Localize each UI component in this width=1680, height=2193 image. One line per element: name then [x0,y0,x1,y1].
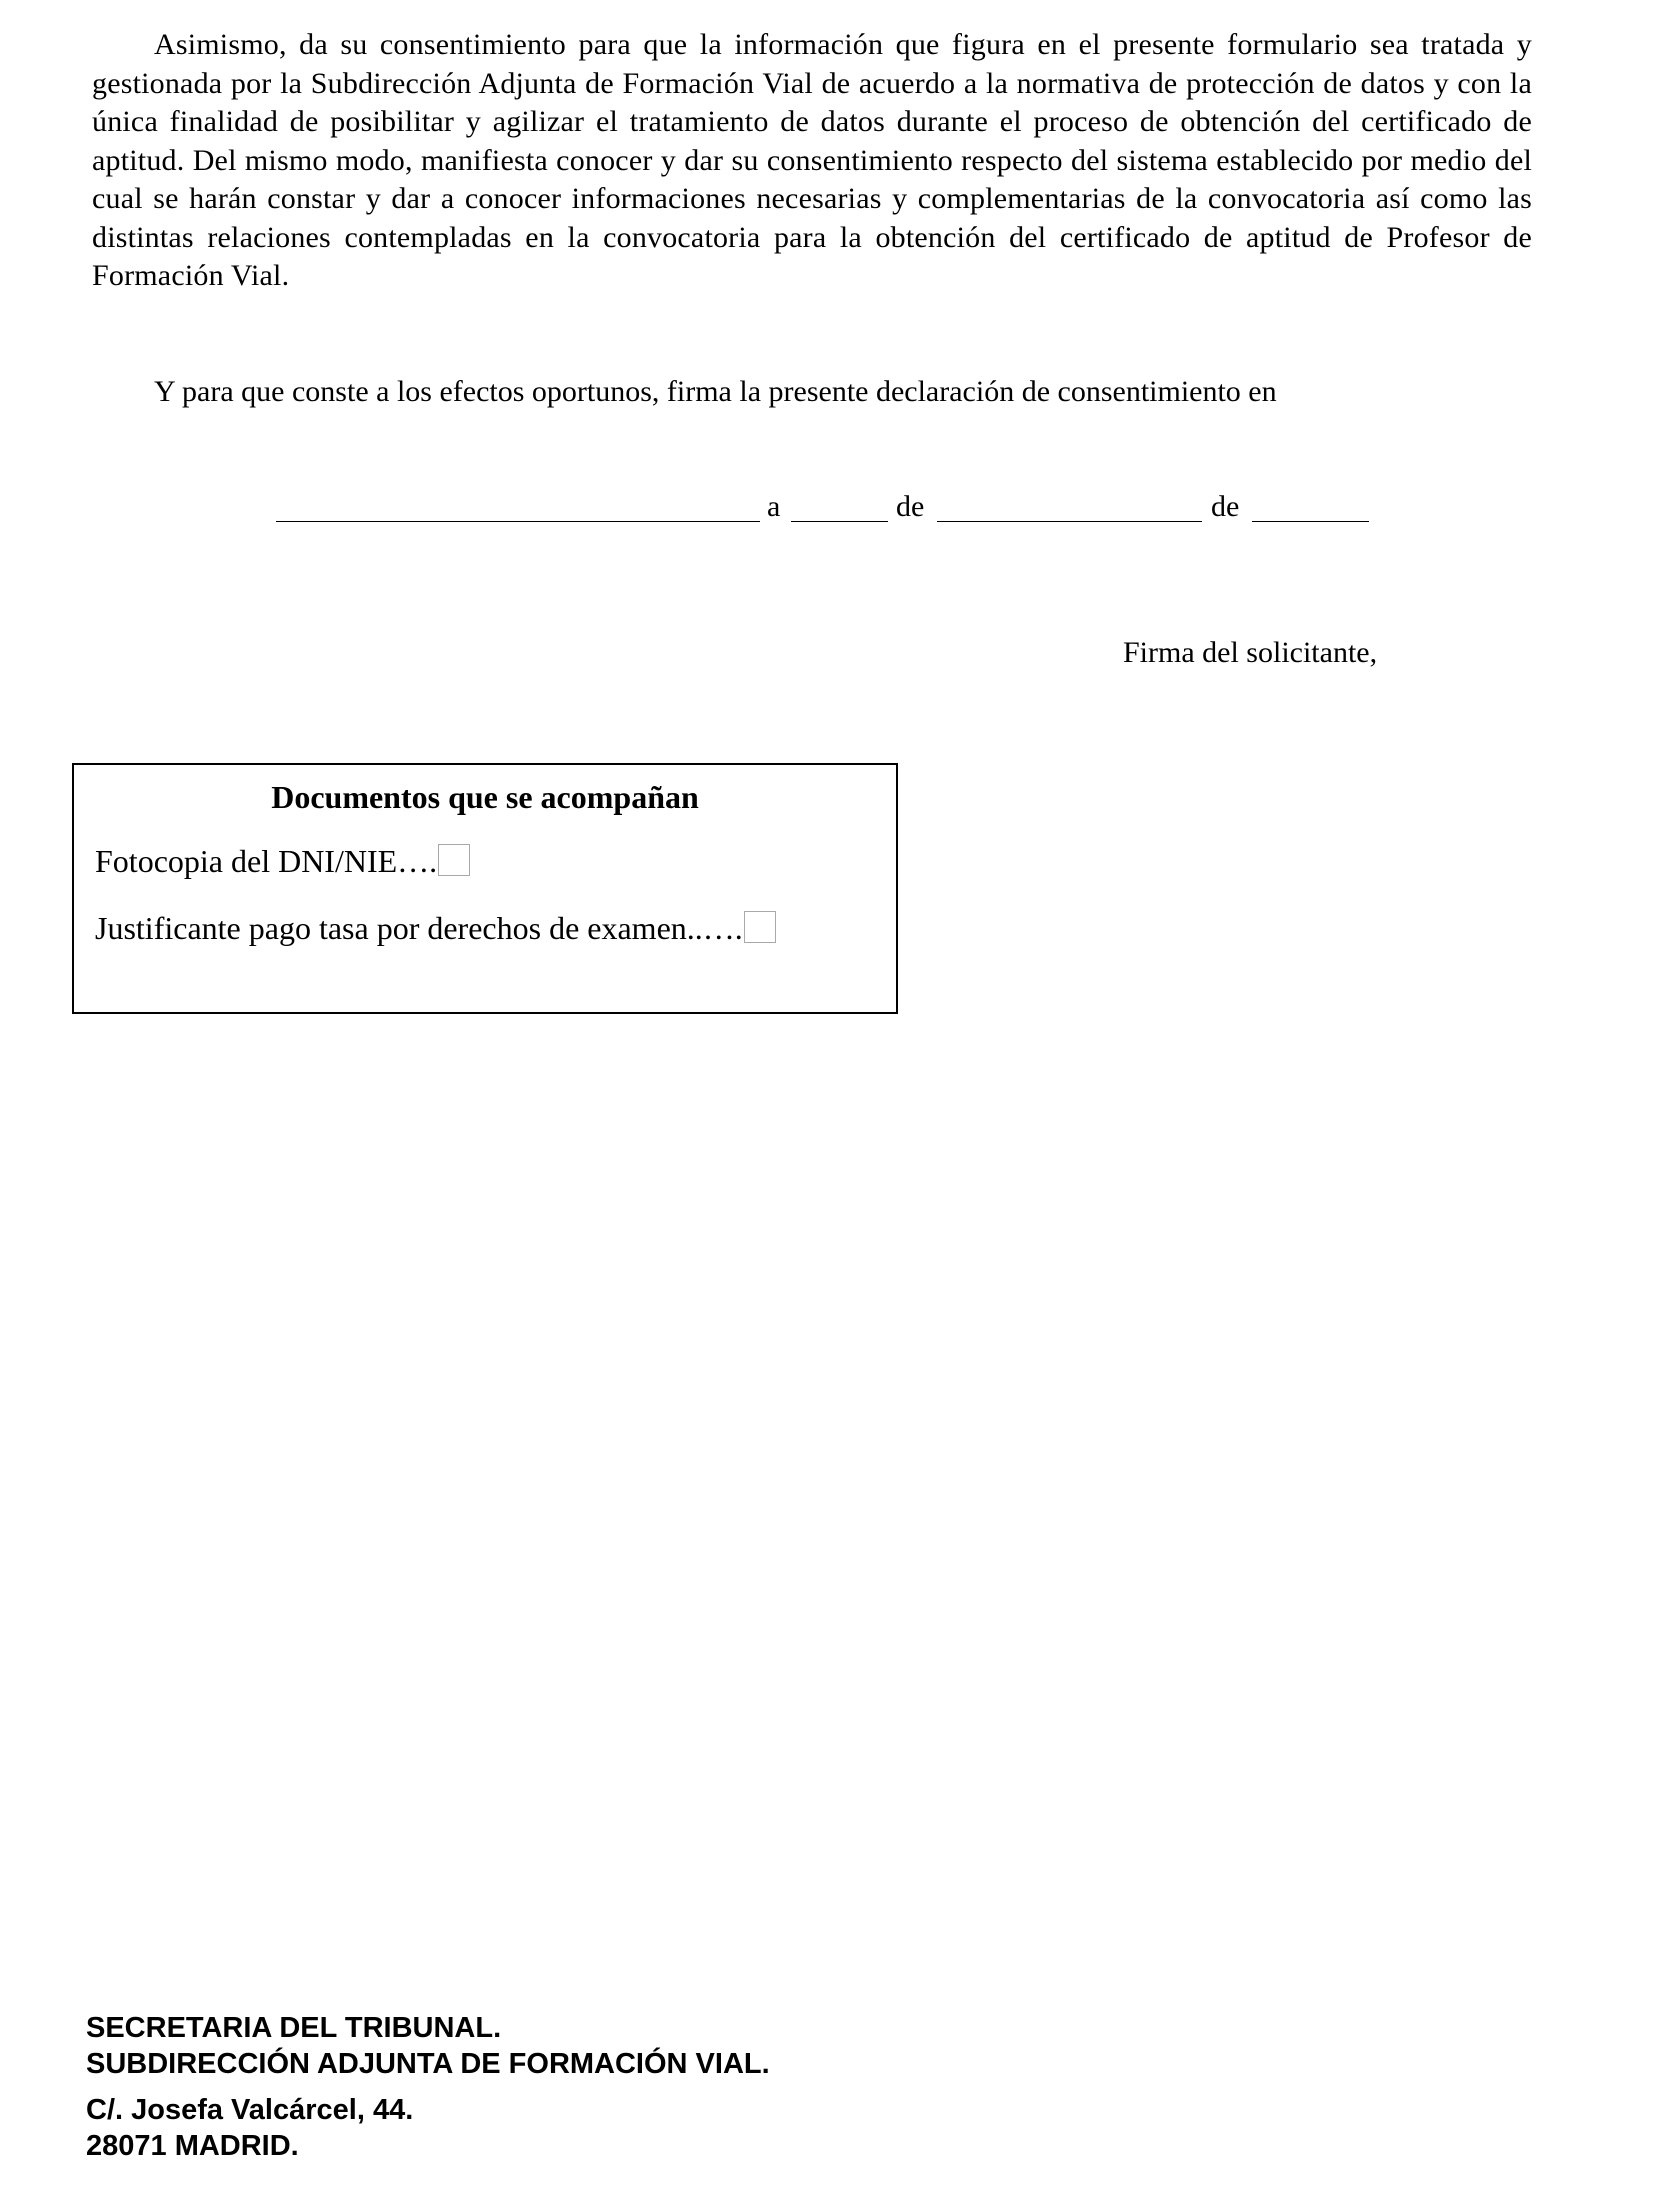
footer-line-city: 28071 MADRID. [86,2130,299,2162]
footer-address [86,2010,770,2164]
consent-paragraph: Asimismo, da su consentimiento para que la información que figura en el presente formulario sea tratada y gestionada por la Subdirección Adjunta de Formación Vial de acuerdo a la normativa de protección de datos y con la única finalidad de posibilitar y agilizar el tratamiento de datos durante el proceso de obtención del certificado de aptitud. Del mismo modo, manifiesta conocer y dar su consentimiento respecto del sistema establecido por medio del cual se harán constar y dar a conocer informaciones necesarias y complementarias de la convocatoria así como las distintas relaciones contempladas en la convocatoria para la obtención del certificado de aptitud de Profesor de Formación Vial. [92,28,1532,292]
attached-documents-box [72,763,898,1014]
date-word-de-2: de [1211,490,1240,523]
footer-spacer [86,2082,770,2092]
document-item-fee-receipt [95,908,776,948]
footer-line-tribunal: SECRETARIA DEL TRIBUNAL. [86,2012,502,2044]
year-blank[interactable] [1252,521,1369,522]
fee-receipt-checkbox[interactable] [744,911,776,943]
signature-label: Firma del solicitante, [1123,636,1378,669]
attached-documents-title: Documentos que se acompañan [271,779,699,815]
day-blank[interactable] [791,521,888,522]
place-date-line [0,487,1680,527]
month-blank[interactable] [937,521,1202,522]
document-item-label: Fotocopia del DNI/NIE…. [95,843,438,879]
dni-checkbox[interactable] [438,844,470,876]
footer-line-street: C/. Josefa Valcárcel, 44. [86,2094,414,2126]
date-word-a: a [767,490,781,523]
date-word-de-1: de [896,490,925,523]
closing-statement: Y para que conste a los efectos oportunos, firma la presente declaración de consentimiento en [154,375,1277,408]
document-item-label: Justificante pago tasa por derechos de examen..…. [95,910,743,946]
footer-line-subdireccion: SUBDIRECCIÓN ADJUNTA DE FORMACIÓN VIAL. [86,2048,770,2080]
place-blank[interactable] [276,521,760,522]
document-item-dni [95,841,470,881]
